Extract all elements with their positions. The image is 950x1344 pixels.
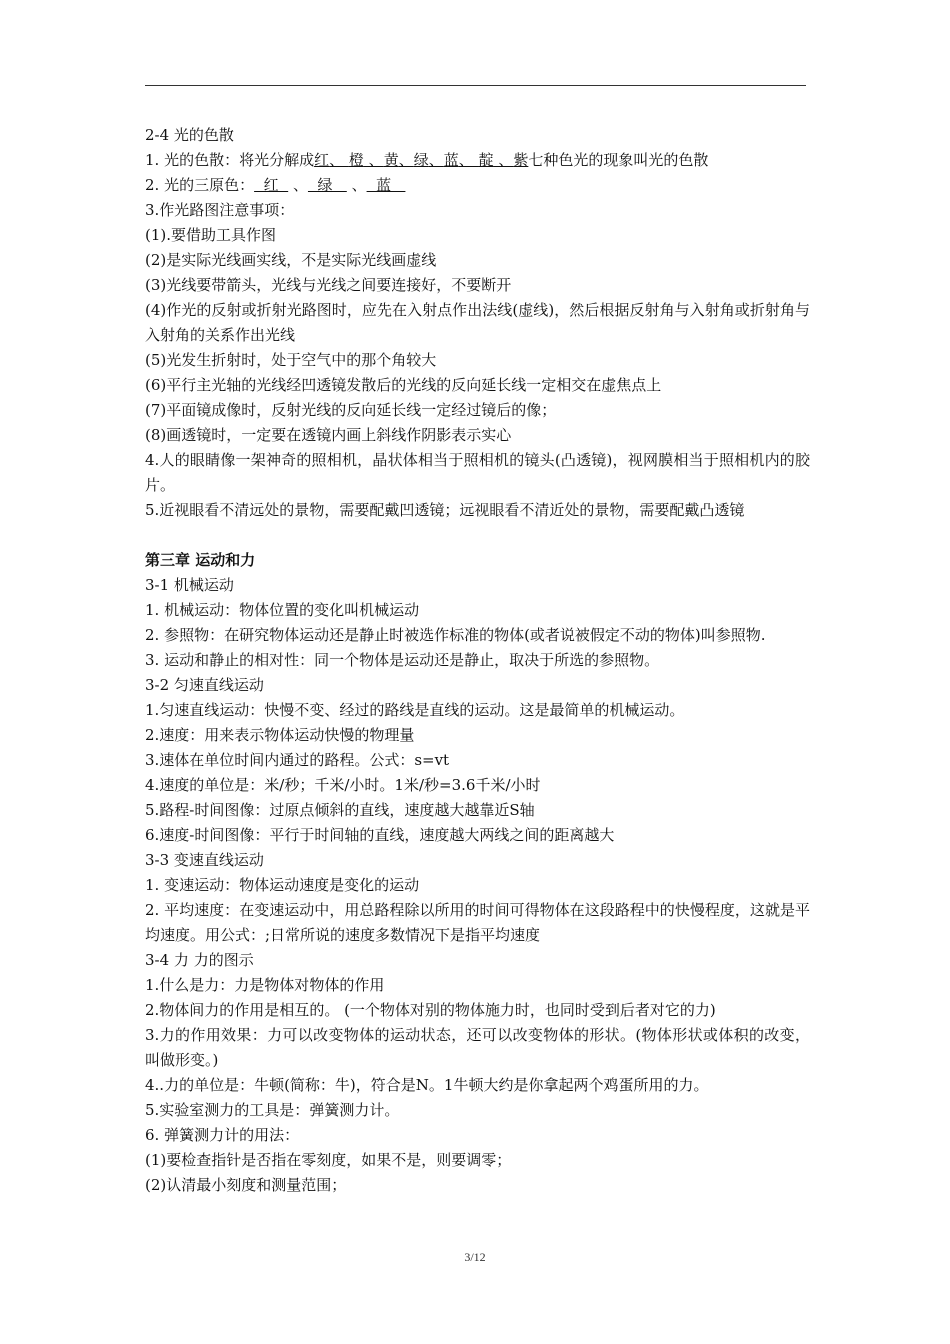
primary-red: 红 (254, 176, 289, 194)
paragraph: (1).要借助工具作图 (145, 226, 277, 244)
section-title-2-4: 2-4 光的色散 (145, 126, 234, 144)
section-title-3-1: 3-1 机械运动 (145, 576, 234, 594)
dispersion-suffix: 七种色光的现象叫光的色散 (528, 151, 709, 169)
paragraph: 3. 运动和静止的相对性：同一个物体是运动还是静止，取决于所选的参照物。 (145, 651, 660, 669)
paragraph: (2)认清最小刻度和测量范围； (145, 1176, 347, 1194)
paragraph: (7)平面镜成像时，反射光线的反向延长线一定经过镜后的像； (145, 401, 557, 419)
paragraph: 1. 变速运动：物体运动速度是变化的运动 (145, 876, 420, 894)
primary-sep-1: 、 (288, 176, 308, 194)
color-orange: 橙 (348, 151, 364, 169)
paragraph: (5)光发生折射时，处于空气中的那个角较大 (145, 351, 437, 369)
color-yellow: 黄 (383, 151, 399, 169)
section-title-3-3: 3-3 变速直线运动 (145, 851, 264, 869)
page-number: 3/12 (464, 1250, 486, 1264)
paragraph: 3.力的作用效果：力可以改变物体的运动状态，还可以改变物体的形状。(物体形状或体积的改变，叫做形变。) (145, 1026, 810, 1069)
color-indigo: 靛 (478, 151, 494, 169)
paragraph: 1.什么是力：力是物体对物体的作用 (145, 976, 385, 994)
sep-2: 、 (363, 151, 384, 169)
paragraph: 1. 机械运动：物体位置的变化叫机械运动 (145, 601, 420, 619)
paragraph: (4)作光的反射或折射光路图时，应先在入射点作出法线(虚线)，然后根据反射角与入射角或折射角与入射角的关系作出光线 (145, 301, 810, 344)
paragraph: 4..力的单位是：牛顿(简称：牛)，符合是N。1牛顿大约是你拿起两个鸡蛋所用的力。 (145, 1076, 709, 1094)
color-red: 红 (314, 151, 330, 169)
paragraph: (2)是实际光线画实线，不是实际光线画虚线 (145, 251, 437, 269)
paragraph: 2. 平均速度：在变速运动中，用总路程除以所用的时间可得物体在这段路程中的快慢程度，这就是平均速度。用公式：;日常所说的速度多数情况下是指平均速度 (145, 901, 810, 944)
paragraph: 1.匀速直线运动：快慢不变、经过的路线是直线的运动。这是最简单的机械运动。 (145, 701, 685, 719)
primary-prefix: 2. 光的三原色： (145, 176, 255, 194)
color-green: 绿 (413, 151, 429, 169)
paragraph: 5.路程-时间图像：过原点倾斜的直线，速度越大越靠近S轴 (145, 801, 535, 819)
sep-5: 、 (458, 151, 479, 169)
sep-4: 、 (428, 151, 444, 169)
primary-green: 绿 (307, 176, 347, 194)
paragraph: 5.近视眼看不清远处的景物，需要配戴凹透镜；远视眼看不清近处的景物，需要配戴凸透镜 (145, 501, 745, 519)
paragraph: (6)平行主光轴的光线经凹透镜发散后的光线的反向延长线一定相交在虚焦点上 (145, 376, 662, 394)
paragraph: 3.速体在单位时间内通过的路程。公式：s=vt (145, 751, 450, 769)
sep-1: 、 (329, 151, 349, 169)
paragraph: 4.人的眼睛像一架神奇的照相机，晶状体相当于照相机的镜头(凸透镜)，视网膜相当于照相机内的胶片。 (145, 451, 810, 494)
sep-6: 、 (493, 151, 514, 169)
paragraph: 2.速度：用来表示物体运动快慢的物理量 (145, 726, 415, 744)
primary-colors (145, 173, 810, 198)
paragraph: 2. 参照物：在研究物体运动还是静止时被选作标准的物体(或者说被假定不动的物体)叫参照物. (145, 626, 766, 644)
header-rule (145, 85, 806, 86)
dispersion-prefix: 1. 光的色散：将光分解成 (145, 151, 315, 169)
paragraph: (3)光线要带箭头，光线与光线之间要连接好，不要断开 (145, 276, 512, 294)
spacer (145, 523, 810, 548)
dispersion-definition (145, 148, 810, 173)
chapter-title: 第三章 运动和力 (145, 551, 256, 569)
primary-blue: 蓝 (366, 176, 406, 194)
section-title-3-4: 3-4 力 力的图示 (145, 951, 254, 969)
section-title-3-2: 3-2 匀速直线运动 (145, 676, 264, 694)
paragraph: 4.速度的单位是：米/秒；千米/小时。1米/秒=3.6千米/小时 (145, 776, 541, 794)
paragraph: (1)要检查指针是否指在零刻度，如果不是，则要调零； (145, 1151, 512, 1169)
paragraph: 5.实验室测力的工具是：弹簧测力计。 (145, 1101, 400, 1119)
paragraph: 2.物体间力的作用是相互的。 (一个物体对别的物体施力时，也同时受到后者对它的力) (145, 1001, 716, 1019)
paragraph: 6. 弹簧测力计的用法： (145, 1126, 300, 1144)
sep-3: 、 (398, 151, 414, 169)
document-body (145, 123, 810, 1198)
color-violet: 紫 (513, 151, 529, 169)
color-blue: 蓝 (443, 151, 459, 169)
primary-sep-2: 、 (346, 176, 367, 194)
paragraph: 3.作光路图注意事项： (145, 201, 295, 219)
paragraph: 6.速度-时间图像：平行于时间轴的直线，速度越大两线之间的距离越大 (145, 826, 615, 844)
paragraph: (8)画透镜时，一定要在透镜内画上斜线作阴影表示实心 (145, 426, 512, 444)
